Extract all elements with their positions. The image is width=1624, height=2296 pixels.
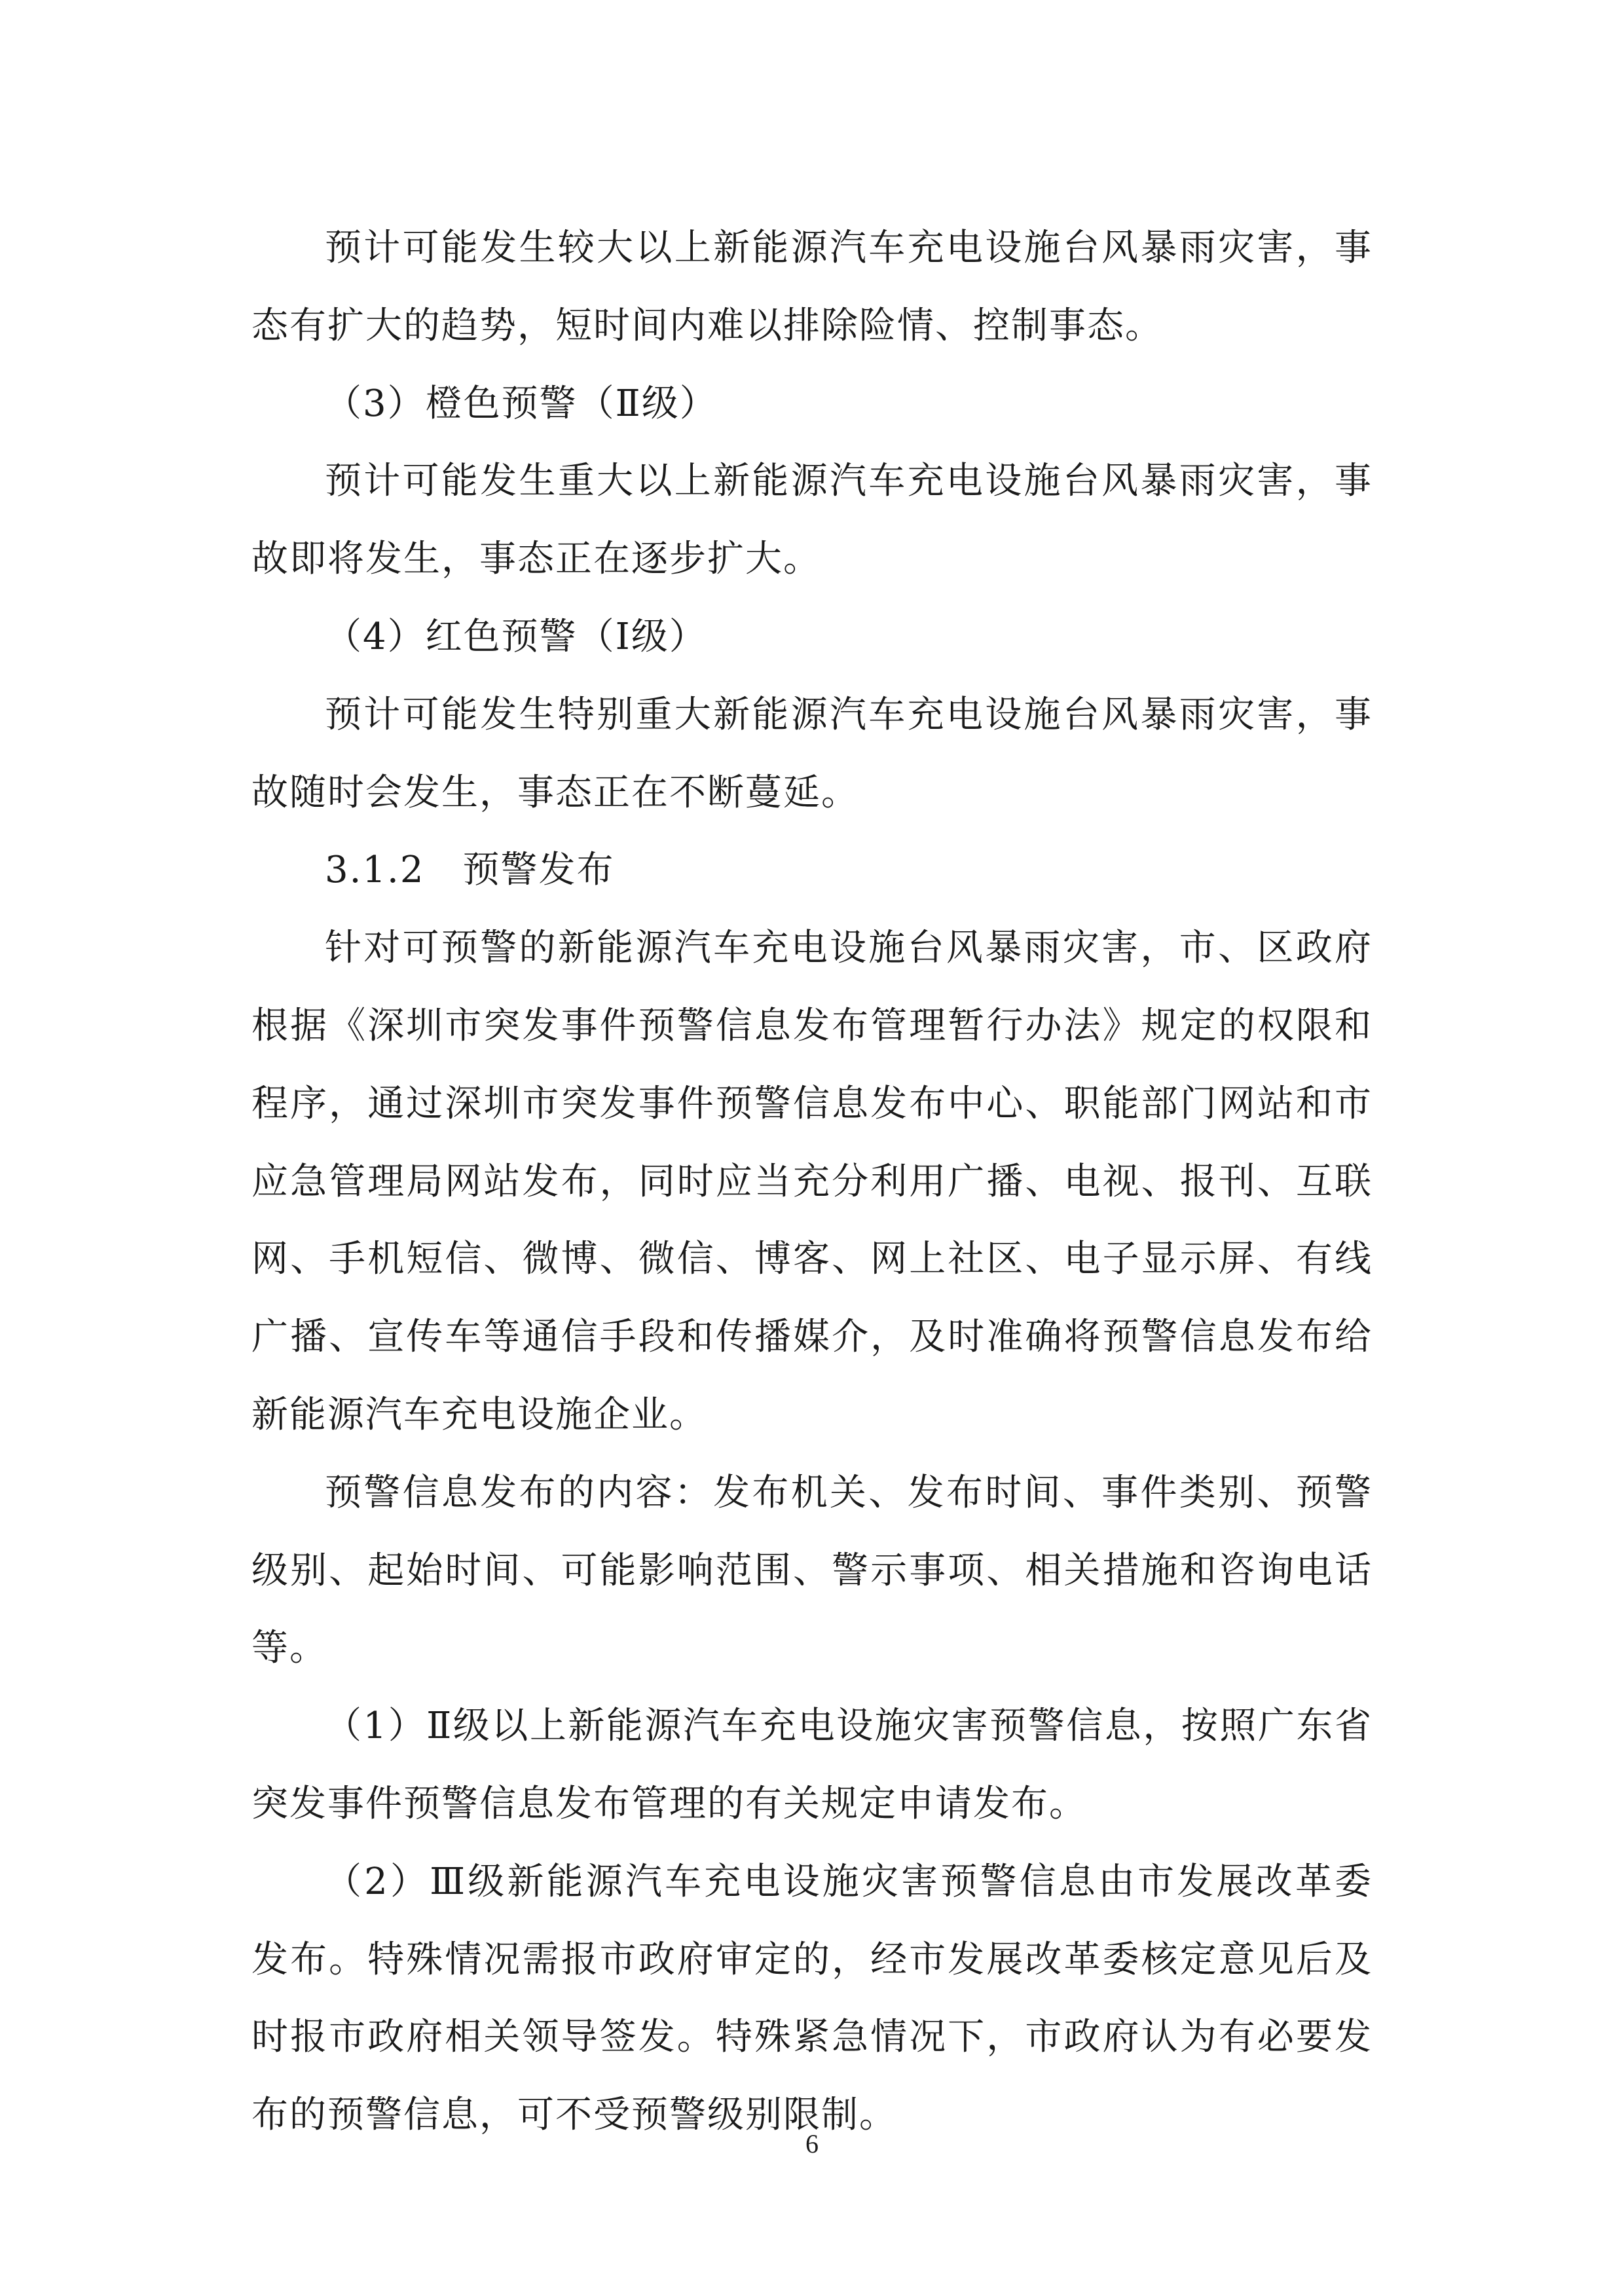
paragraph-level2-release: （1）Ⅱ级以上新能源汽车充电设施灾害预警信息，按照广东省突发事件预警信息发布管理的有关规定申请发布。 — [251, 1705, 1373, 1825]
heading-orange-warning: （3）橙色预警（Ⅱ级） — [325, 382, 718, 425]
heading-red-warning: （4）红色预警（Ⅰ级） — [325, 615, 707, 658]
section-heading-warning-release: 3.1.2 预警发布 — [325, 849, 615, 892]
page-number: 6 — [805, 2129, 819, 2158]
paragraph-yellow-warning-description: 预计可能发生较大以上新能源汽车充电设施台风暴雨灾害，事态有扩大的趋势，短时间内难以排除险情、控制事态。 — [251, 227, 1373, 347]
paragraph-level3-release: （2）Ⅲ级新能源汽车充电设施灾害预警信息由市发展改革委发布。特殊情况需报市政府审定的，经市发展改革委核定意见后及时报市政府相关领导签发。特殊紧急情况下，市政府认为有必要发布的预警信息，可不受预警级别限制。 — [251, 1860, 1373, 2137]
paragraph-orange-warning-description: 预计可能发生重大以上新能源汽车充电设施台风暴雨灾害，事故即将发生，事态正在逐步扩大。 — [251, 460, 1373, 581]
paragraph-release-channels: 针对可预警的新能源汽车充电设施台风暴雨灾害，市、区政府根据《深圳市突发事件预警信息发布管理暂行办法》规定的权限和程序，通过深圳市突发事件预警信息发布中心、职能部门网站和市应急管理局网站发布，同时应当充分利用广播、电视、报刊、互联网、手机短信、微博、微信、博客、网上社区、电子显示屏、有线广播、宣传车等通信手段和传播媒介，及时准确将预警信息发布给新能源汽车充电设施企业。 — [251, 927, 1373, 1436]
paragraph-red-warning-description: 预计可能发生特别重大新能源汽车充电设施台风暴雨灾害，事故随时会发生，事态正在不断蔓延。 — [251, 693, 1373, 814]
paragraph-release-content: 预警信息发布的内容：发布机关、发布时间、事件类别、预警级别、起始时间、可能影响范围、警示事项、相关措施和咨询电话等。 — [251, 1471, 1373, 1670]
body-text — [251, 210, 1373, 2155]
